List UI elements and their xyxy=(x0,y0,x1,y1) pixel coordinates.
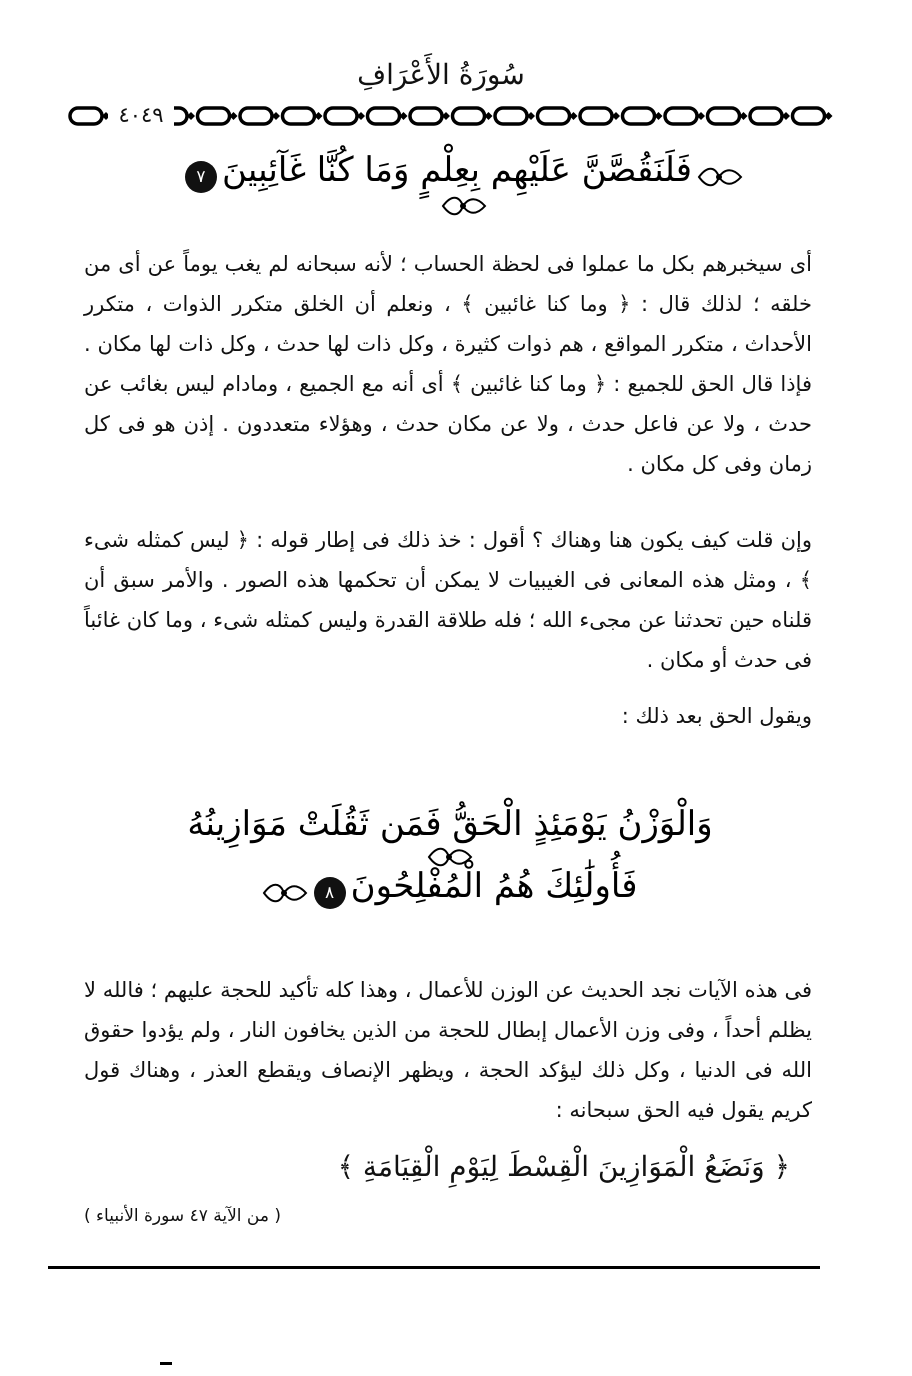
verse-7-number: ٧ xyxy=(185,161,217,193)
verse-7 xyxy=(184,150,744,219)
verse-ornament-left-icon xyxy=(441,193,487,219)
commentary-paragraph-4: فى هذه الآيات نجد الحديث عن الوزن للأعمال ، وهذا كله تأكيد للحجة عليهم ؛ فالله لا يظلم أحداً ، وفى وزن الأعمال إبطال للحجة من الذين يخافون النار ، ولم يؤدوا حقوق الله فى الدنيا ، وكل ذلك ليؤكد الحجة ، ويظهر الإنصاف ويقطع العذر ، وهناك قول كريم يقول فيه الحق سبحانه : xyxy=(84,978,812,1122)
verse-8-text-line-1: وَالْوَزْنُ يَوْمَئِذٍ الْحَقُّ فَمَن ثَقُلَتْ مَوَازِينُهُ xyxy=(187,804,713,844)
verse-8-number: ٨ xyxy=(314,877,346,909)
commentary-paragraph-1: أى سيخبرهم بكل ما عملوا فى لحظة الحساب ؛ لأنه سبحانه لم يغب يوماً عن أى من خلقه ؛ لذلك قال : ﴿ وما كنا غائبين ﴾ ، ونعلم أن الخلق متكرر الذوات ، متكرر الأحداث ، متكرر المواقع ، هم ذوات كثيرة ، وكل ذات لها حدث ، وكل ذات لها مكان . فإذا قال الحق للجميع : ﴿ وما كنا غائبين ﴾ أى أنه مع الجميع ، ومادام ليس بغائب عن حدث ، ولا عن فاعل حدث ، ولا عن مكان حدث ، وهؤلاء متعددون . إذن هو فى كل زمان وفى كل مكان . xyxy=(84,252,812,476)
quoted-verse: ﴿ وَنَضَعُ الْمَوَازِينَ الْقِسْطَ لِيَوْمِ الْقِيَامَةِ ﴾ xyxy=(337,1150,790,1183)
chain-border xyxy=(66,100,836,134)
footer-divider xyxy=(48,1266,820,1269)
commentary-paragraph-2: وإن قلت كيف يكون هنا وهناك ؟ أقول : خذ ذلك فى إطار قوله : ﴿ ليس كمثله شىء ﴾ ، ومثل هذه المعانى فى الغيبيات لا يمكن أن تحكمها هذه الصور . والأمر سبق أن قلناه حين تحدثنا عن مجىء الله ؛ فله طلاقة القدرة وليس كمثله شىء ، وما كان غائباً فى حدث أو مكان . xyxy=(84,528,812,672)
verse-ornament-right-icon xyxy=(697,164,743,190)
quote-reference: ( من الآية ٤٧ سورة الأنبياء ) xyxy=(84,1206,281,1226)
verse-8-line-2 xyxy=(250,866,650,909)
verse-ornament-left-icon xyxy=(262,880,308,906)
verse-8-line-1 xyxy=(170,804,730,870)
page-corner-mark xyxy=(160,1362,172,1373)
verse-7-text: فَلَنَقُصَّنَّ عَلَيْهِم بِعِلْمٍ وَمَا كُنَّا غَآئِبِينَ xyxy=(221,150,693,190)
surah-title: سُورَةُ الأَعْرَافِ xyxy=(357,58,525,91)
chain-ornament-icon xyxy=(66,100,836,134)
page-number: ٤٠٤٩ xyxy=(108,100,174,130)
verse-8-text-line-2: فَأُولَٰئِكَ هُمُ الْمُفْلِحُونَ xyxy=(350,866,638,906)
commentary-paragraph-3: ويقول الحق بعد ذلك : xyxy=(621,704,812,728)
